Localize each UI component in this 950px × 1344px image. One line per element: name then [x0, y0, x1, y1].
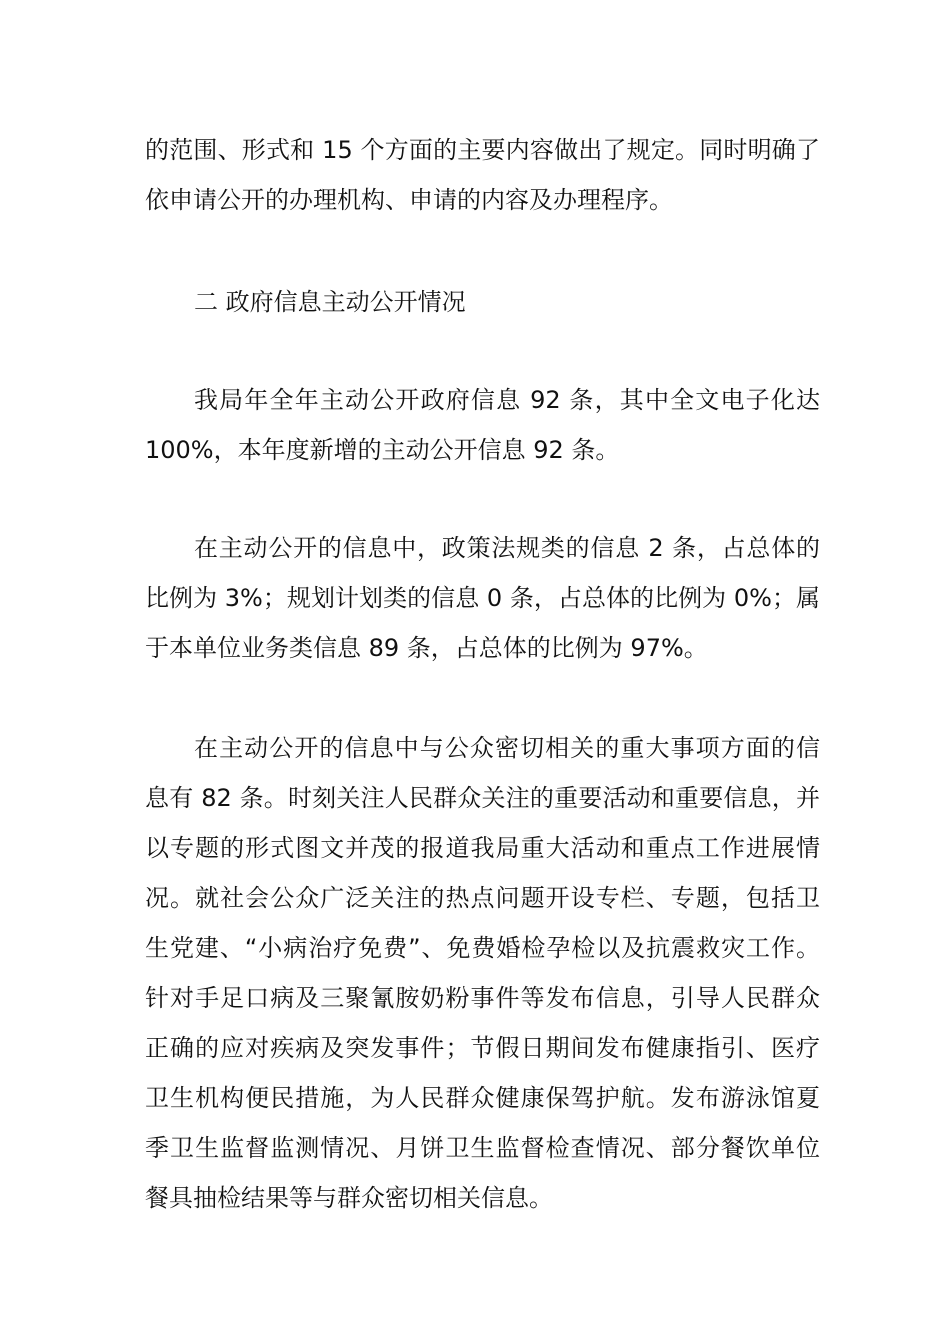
paragraph-line: 生党建、“小病治疗免费”、免费婚检孕检以及抗震救灾工作。: [145, 934, 820, 962]
paragraph-line: 比例为 3%；规划计划类的信息 0 条，占总体的比例为 0%；属: [145, 584, 820, 612]
paragraph-line: 息有 82 条。时刻关注人民群众关注的重要活动和重要信息，并: [145, 784, 820, 812]
paragraph-line: 况。就社会公众广泛关注的热点问题开设专栏、专题，包括卫: [145, 884, 820, 912]
paragraph-line: 依申请公开的办理机构、申请的内容及办理程序。: [145, 186, 673, 214]
paragraph-category-breakdown: [145, 523, 820, 673]
paragraph-line: 正确的应对疾病及突发事件；节假日期间发布健康指引、医疗: [145, 1034, 820, 1062]
paragraph-line: 以专题的形式图文并茂的报道我局重大活动和重点工作进展情: [145, 834, 820, 862]
paragraph-line: 我局年全年主动公开政府信息 92 条，其中全文电子化达: [194, 386, 820, 414]
paragraph-line: 在主动公开的信息中与公众密切相关的重大事项方面的信: [194, 734, 820, 762]
paragraph-line: 于本单位业务类信息 89 条，占总体的比例为 97%。: [145, 634, 708, 662]
section-heading: [145, 277, 820, 327]
paragraph-line: 的范围、形式和 15 个方面的主要内容做出了规定。同时明确了: [145, 136, 820, 164]
paragraph-line: 餐具抽检结果等与群众密切相关信息。: [145, 1184, 553, 1212]
paragraph-line: 针对手足口病及三聚氰胺奶粉事件等发布信息，引导人民群众: [145, 984, 820, 1012]
paragraph-line: 100%，本年度新增的主动公开信息 92 条。: [145, 436, 620, 464]
paragraph-major-matters: [145, 723, 820, 1223]
section-heading-text: 二 政府信息主动公开情况: [194, 288, 466, 316]
paragraph-total-disclosure: [145, 375, 820, 475]
paragraph-line: 在主动公开的信息中，政策法规类的信息 2 条，占总体的: [194, 534, 820, 562]
paragraph-line: 卫生机构便民措施，为人民群众健康保驾护航。发布游泳馆夏: [145, 1084, 820, 1112]
paragraph-line: 季卫生监督监测情况、月饼卫生监督检查情况、部分餐饮单位: [145, 1134, 820, 1162]
paragraph-scope-continuation: [145, 125, 820, 225]
